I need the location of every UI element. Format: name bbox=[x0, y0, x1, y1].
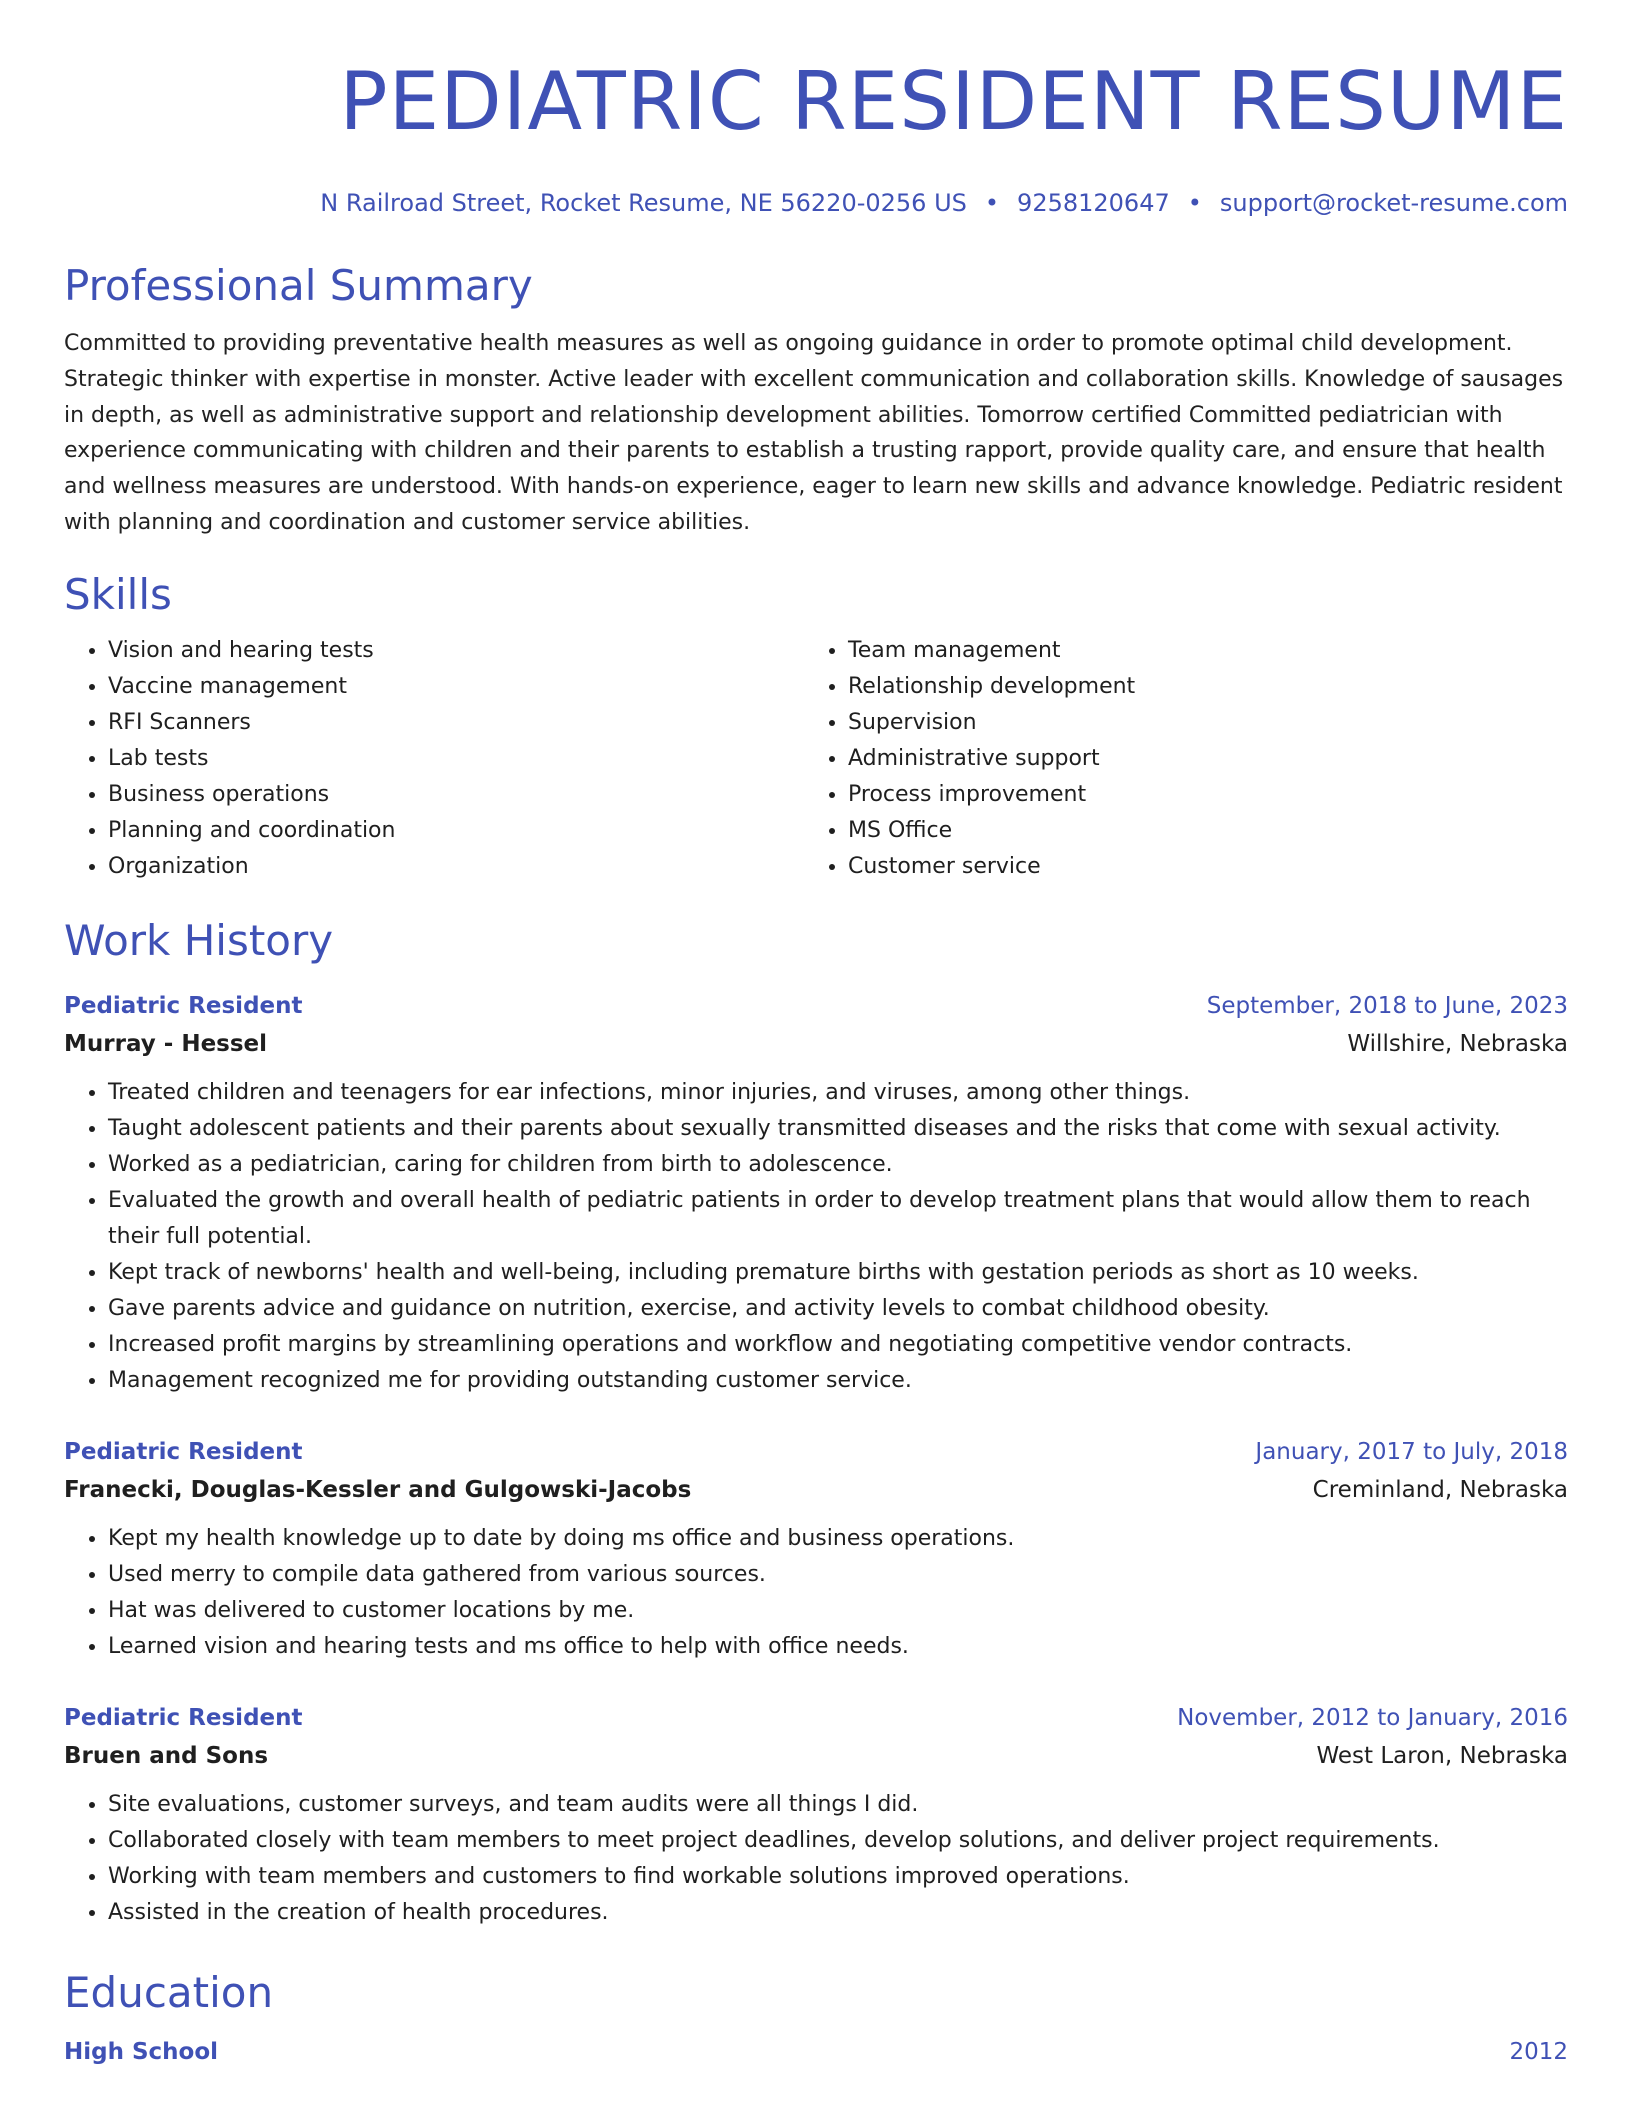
education-row bbox=[64, 2033, 1568, 2071]
job-bullet: • Management recognized me for providing outstanding customer service. bbox=[108, 1363, 1568, 1399]
skill-item: • Team management bbox=[848, 633, 1544, 669]
contact-email[interactable]: support@rocket-resume.com bbox=[1219, 189, 1568, 217]
job-dates: September, 2018 to June, 2023 bbox=[1206, 992, 1568, 1019]
summary-text: Committed to providing preventative health measures as well as ongoing guidance in order to promote optimal child development. Strategic thinker with expertise in monster. Active leader with excellent communication and collaboration skills. Knowledge of sausages in depth, as well as administrative support and relationship development abilities. Tomorrow certified Committed pediatrician with experience communicating with children and their parents to establish a trusting rapport, provide quality care, and ensure that health and wellness measures are understood. With hands-on experience, eager to learn new skills and advance knowledge. Pediatric resident with planning and coordination and customer service abilities. bbox=[64, 331, 1564, 535]
job-bullet: • Kept track of newborns' health and well-being, including premature births with gestation periods as short as 10 weeks. bbox=[108, 1255, 1568, 1291]
job-bullet: • Worked as a pediatrician, caring for children from birth to adolescence. bbox=[108, 1147, 1568, 1183]
contact-line bbox=[64, 188, 1568, 218]
job-company: Murray - Hessel bbox=[64, 1030, 268, 1057]
skill-item: • Administrative support bbox=[848, 741, 1544, 777]
job-title: Pediatric Resident bbox=[64, 992, 303, 1019]
job-header-row bbox=[64, 987, 1568, 1025]
job-entry bbox=[64, 987, 1568, 1399]
job-title: Pediatric Resident bbox=[64, 1438, 303, 1465]
job-bullet: • Used merry to compile data gathered from various sources. bbox=[108, 1557, 1568, 1593]
job-location: West Laron, Nebraska bbox=[1316, 1742, 1568, 1769]
job-company: Franecki, Douglas-Kessler and Gulgowski-Jacobs bbox=[64, 1476, 692, 1503]
contact-address: N Railroad Street, Rocket Resume, NE 56220-0256 US bbox=[320, 189, 967, 217]
skill-item: • Vaccine management bbox=[108, 669, 804, 705]
skills-column-right bbox=[804, 633, 1544, 885]
job-bullet: • Site evaluations, customer surveys, and team audits were all things I did. bbox=[108, 1787, 1568, 1823]
job-bullet: • Learned vision and hearing tests and ms office to help with office needs. bbox=[108, 1629, 1568, 1665]
skill-item: • Vision and hearing tests bbox=[108, 633, 804, 669]
job-company-row bbox=[64, 1025, 1568, 1063]
skill-item: • Process improvement bbox=[848, 777, 1544, 813]
job-bullet: • Evaluated the growth and overall health of pediatric patients in order to develop treatment plans that would allow them to reach their full potential. bbox=[108, 1183, 1568, 1255]
skill-item: • Relationship development bbox=[848, 669, 1544, 705]
skill-item: • RFI Scanners bbox=[108, 705, 804, 741]
job-bullet: • Increased profit margins by streamlining operations and workflow and negotiating competitive vendor contracts. bbox=[108, 1327, 1568, 1363]
skills-column-left bbox=[64, 633, 804, 885]
job-location: Creminland, Nebraska bbox=[1312, 1476, 1568, 1503]
education-heading: Education bbox=[64, 1967, 274, 2017]
contact-phone: 9258120647 bbox=[1017, 189, 1170, 217]
job-bullet: • Kept my health knowledge up to date by doing ms office and business operations. bbox=[108, 1521, 1568, 1557]
contact-separator: • bbox=[1187, 189, 1202, 217]
job-bullets bbox=[64, 1075, 1568, 1399]
job-dates: January, 2017 to July, 2018 bbox=[1255, 1438, 1568, 1465]
job-header-row bbox=[64, 1699, 1568, 1737]
skill-item: • Lab tests bbox=[108, 741, 804, 777]
job-bullet: • Working with team members and customers to find workable solutions improved operations. bbox=[108, 1859, 1568, 1895]
skill-item: • Planning and coordination bbox=[108, 813, 804, 849]
skills-heading: Skills bbox=[64, 569, 172, 619]
job-dates: November, 2012 to January, 2016 bbox=[1177, 1704, 1568, 1731]
job-bullet: • Treated children and teenagers for ear infections, minor injuries, and viruses, among other things. bbox=[108, 1075, 1568, 1111]
skills-list bbox=[64, 633, 1568, 885]
job-entry bbox=[64, 1433, 1568, 1665]
job-bullet: • Taught adolescent patients and their parents about sexually transmitted diseases and the risks that come with sexual activity. bbox=[108, 1111, 1568, 1147]
job-bullets bbox=[64, 1521, 1568, 1665]
job-company: Bruen and Sons bbox=[64, 1742, 269, 1769]
job-company-row bbox=[64, 1471, 1568, 1509]
job-bullet: • Collaborated closely with team members to meet project deadlines, develop solutions, and deliver project requirements. bbox=[108, 1823, 1568, 1859]
work-history-heading: Work History bbox=[64, 915, 334, 965]
skill-item: • Customer service bbox=[848, 849, 1544, 885]
skill-item: • MS Office bbox=[848, 813, 1544, 849]
skill-item: • Business operations bbox=[108, 777, 804, 813]
job-header-row bbox=[64, 1433, 1568, 1471]
resume-title: PEDIATRIC RESIDENT RESUME bbox=[339, 55, 1568, 148]
contact-separator: • bbox=[984, 189, 1000, 217]
education-year: 2012 bbox=[1509, 2038, 1568, 2065]
job-company-row bbox=[64, 1737, 1568, 1775]
job-bullets bbox=[64, 1787, 1568, 1931]
skill-item: • Supervision bbox=[848, 705, 1544, 741]
education-entry bbox=[64, 2033, 1568, 2071]
education-degree: High School bbox=[64, 2038, 219, 2065]
job-bullet: • Hat was delivered to customer locations by me. bbox=[108, 1593, 1568, 1629]
job-location: Willshire, Nebraska bbox=[1347, 1030, 1568, 1057]
job-title: Pediatric Resident bbox=[64, 1704, 303, 1731]
job-bullet: • Assisted in the creation of health procedures. bbox=[108, 1895, 1568, 1931]
summary-heading: Professional Summary bbox=[64, 261, 533, 310]
job-entry bbox=[64, 1699, 1568, 1931]
skill-item: • Organization bbox=[108, 849, 804, 885]
job-bullet: • Gave parents advice and guidance on nutrition, exercise, and activity levels to combat childhood obesity. bbox=[108, 1291, 1568, 1327]
